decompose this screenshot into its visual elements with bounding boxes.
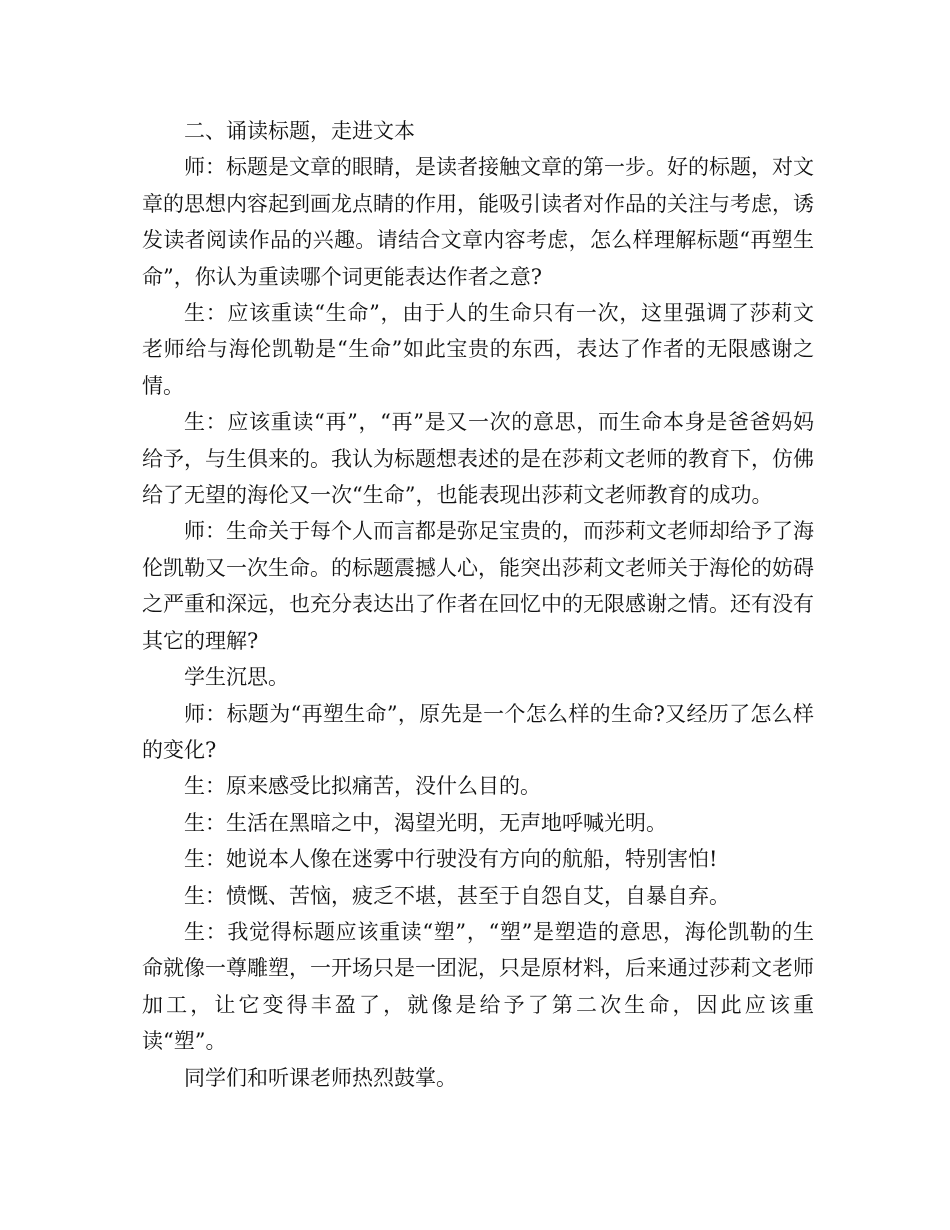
paragraph: 生：应该重读“再”，“再”是又一次的意思，而生命本身是爸爸妈妈给予，与生俱来的。我认为标题想表述的是在莎莉文老师的教育下，仿佛给了无望的海伦又一次“生命”，也能表现出莎莉文老师教育的成功。 <box>142 410 814 508</box>
paragraph: 生：应该重读“生命”，由于人的生命只有一次，这里强调了莎莉文老师给与海伦凯勒是“生命”如此宝贵的东西，表达了作者的无限感谢之情。 <box>142 301 814 398</box>
paragraph: 师：标题是文章的眼睛，是读者接触文章的第一步。好的标题，对文章的思想内容起到画龙点睛的作用，能吸引读者对作品的关注与考虑，诱发读者阅读作品的兴趣。请结合文章内容考虑，怎么样理解标题“再塑生命”，你认为重读哪个词更能表达作者之意? <box>142 155 814 289</box>
section-heading: 二、诵读标题，走进文本 <box>184 119 415 143</box>
paragraph: 同学们和听课老师热烈鼓掌。 <box>184 1065 457 1090</box>
paragraph: 学生沉思。 <box>184 665 289 690</box>
paragraph: 师：生命关于每个人而言都是弥足宝贵的，而莎莉文老师却给予了海伦凯勒又一次生命。的标题震撼人心，能突出莎莉文老师关于海伦的妨碍之严重和深远，也充分表达出了作者在回忆中的无限感谢之情。还有没有其它的理解? <box>142 519 814 653</box>
paragraph: 生：愤慨、苦恼，疲乏不堪，甚至于自怨自艾，自暴自弃。 <box>184 883 730 908</box>
paragraph: 生：我觉得标题应该重读“塑”，“塑”是塑造的意思，海伦凯勒的生命就像一尊雕塑，一开场只是一团泥，只是原材料，后来通过莎莉文老师加工，让它变得丰盈了，就像是给予了第二次生命，因此应该重读“塑”。 <box>142 919 814 1054</box>
document-page <box>142 113 814 1096</box>
paragraph: 生：原来感受比拟痛苦，没什么目的。 <box>184 774 541 799</box>
paragraph: 生：她说本人像在迷雾中行驶没有方向的航船，特别害怕! <box>184 847 718 872</box>
paragraph: 师：标题为“再塑生命”，原先是一个怎么样的生命?又经历了怎么样的变化? <box>142 701 814 762</box>
paragraph: 生：生活在黑暗之中，渴望光明，无声地呼喊光明。 <box>184 810 667 835</box>
